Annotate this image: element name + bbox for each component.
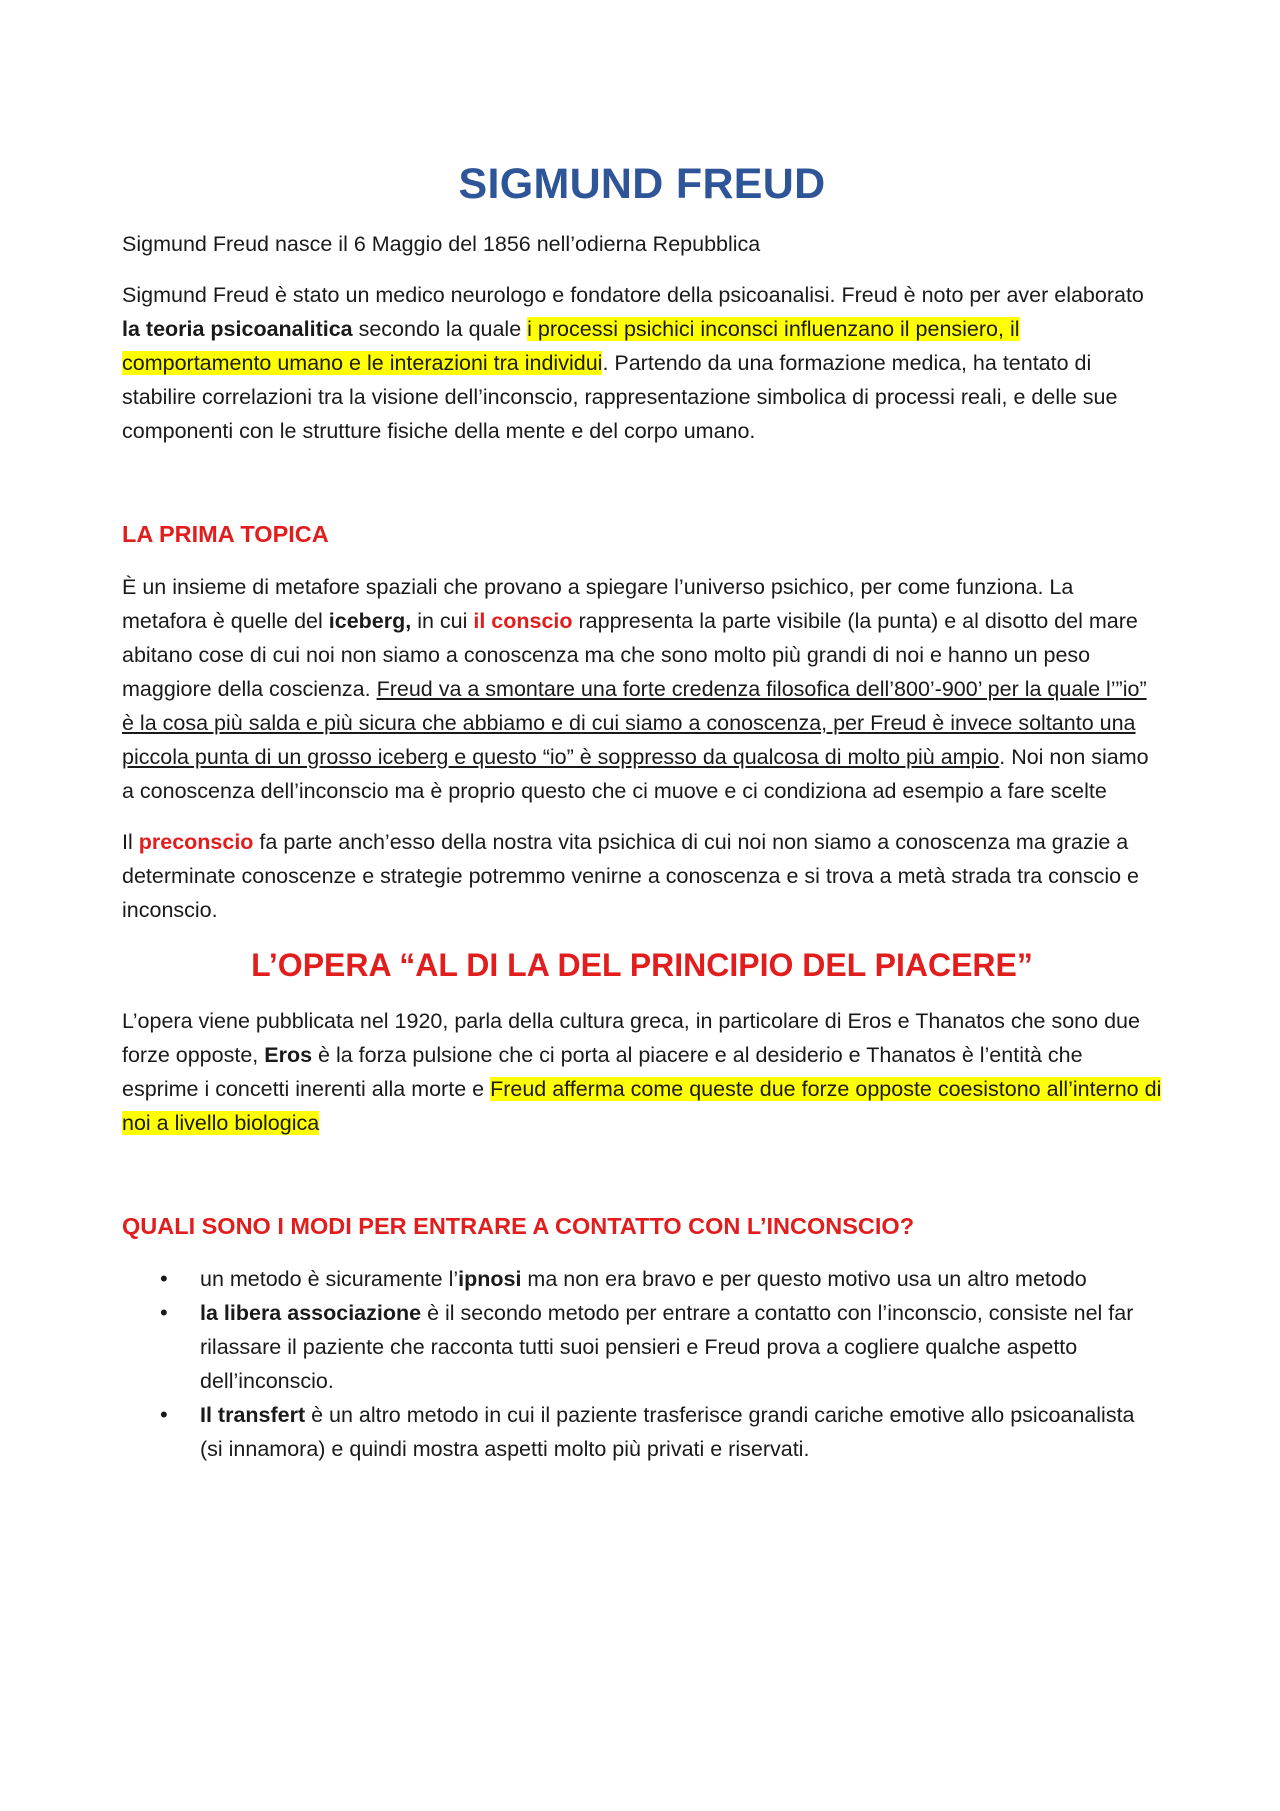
opera-text-2: è la forza pulsione che ci porta al piacere e al desiderio e Thanatos è l’entità che esprime i concetti inerenti alla morte e [122,1043,1083,1101]
iceberg-underline: Freud va a smontare una forte credenza filosofica dell’800’-900’ per la quale l’”io” è la cosa più salda e più sicura che abbiamo e di cui siamo a conoscenza, per Freud è invece soltanto una piccola punta di un grosso iceberg e questo “io” è soppresso da qualcosa di molto più ampio [122,677,1147,769]
iceberg-text-1: È un insieme di metafore spaziali che provano a spiegare l’universo psichico, per come funziona. La metafora è quelle del [122,575,1074,633]
preconscio-text-1: Il [122,830,139,854]
section-heading-opera: L’OPERA “AL DI LA DEL PRINCIPIO DEL PIACERE” [251,947,1033,983]
iceberg-text-2: in cui [411,609,474,633]
bullet-icon: • [160,1402,168,1427]
bio-bold: la teoria psicoanalitica [122,317,353,341]
list-item [160,1296,1162,1398]
bio-text-3: . Partendo da una formazione medica, ha tentato di stabilire correlazioni tra la visione dell’inconscio, rappresentazione simbolica di processi reali, e delle sue componenti con le strutture fisiche della mente e del corpo umano. [122,351,1118,443]
iceberg-paragraph [122,570,1162,808]
bullet-icon: • [160,1266,168,1291]
bio-paragraph [122,278,1162,448]
iceberg-text-3: rappresenta la parte visibile (la punta) e al disotto del mare abitano cose di cui noi non siamo a conoscenza ma che sono molto più grandi di noi e hanno un peso maggiore della coscienza. [122,609,1138,701]
bio-highlight: i processi psichici inconsci influenzano il pensiero, il comportamento umano e le interazioni tra individui [122,317,1020,375]
opera-paragraph [122,1004,1162,1140]
bullet-icon: • [160,1300,168,1325]
methods-list [122,1262,1162,1466]
preconscio-text-2: fa parte anch’esso della nostra vita psichica di cui noi non siamo a conoscenza ma grazie a determinate conoscenze e strategie potremmo venirne a conoscenza e si trova a metà strada tra conscio e inconscio. [122,830,1140,922]
list-item-text-2: ma non era bravo e per questo motivo usa un altro metodo [521,1267,1087,1291]
intro-text: Sigmund Freud nasce il 6 Maggio del 1856 nell’odierna Repubblica [122,232,761,256]
opera-highlight: Freud afferma come queste due forze opposte coesistono all’interno di noi a livello biologica [122,1077,1162,1135]
section-heading-modi: QUALI SONO I MODI PER ENTRARE A CONTATTO CON L’INCONSCIO? [122,1213,915,1239]
intro-paragraph [122,227,1162,261]
list-item-bold: la libera associazione [200,1301,422,1325]
list-item-text-2: è un altro metodo in cui il paziente trasferisce grandi cariche emotive allo psicoanalista (si innamora) e quindi mostra aspetti molto più privati e riservati. [200,1403,1135,1461]
list-item [160,1262,1162,1296]
iceberg-text-4: . Noi non siamo a conoscenza dell’inconscio ma è proprio questo che ci muove e ci condiziona ad esempio a fare scelte [122,745,1149,803]
list-item-text-1: un metodo è sicuramente l’ [200,1267,459,1291]
page-title: SIGMUND FREUD [458,160,826,208]
preconscio-red: preconscio [138,830,254,854]
opera-bold: Eros [264,1043,313,1067]
iceberg-red: il conscio [473,609,573,633]
section-heading-prima-topica: LA PRIMA TOPICA [122,521,329,547]
list-item-bold: Il transfert [200,1403,306,1427]
opera-text-1: L’opera viene pubblicata nel 1920, parla della cultura greca, in particolare di Eros e Thanatos che sono due forze opposte, [122,1009,1140,1067]
bio-text-1: Sigmund Freud è stato un medico neurologo e fondatore della psicoanalisi. Freud è noto per aver elaborato [122,283,1144,307]
preconscio-paragraph [122,825,1162,927]
bio-text-2: secondo la quale [352,317,528,341]
list-item [160,1398,1162,1466]
list-item-text-2: è il secondo metodo per entrare a contatto con l’inconscio, consiste nel far rilassare il paziente che racconta tutti suoi pensieri e Freud prova a cogliere qualche aspetto dell’inconscio. [200,1301,1134,1393]
list-item-bold: ipnosi [458,1267,522,1291]
document-page [122,150,1162,1466]
iceberg-bold: iceberg, [328,609,412,633]
